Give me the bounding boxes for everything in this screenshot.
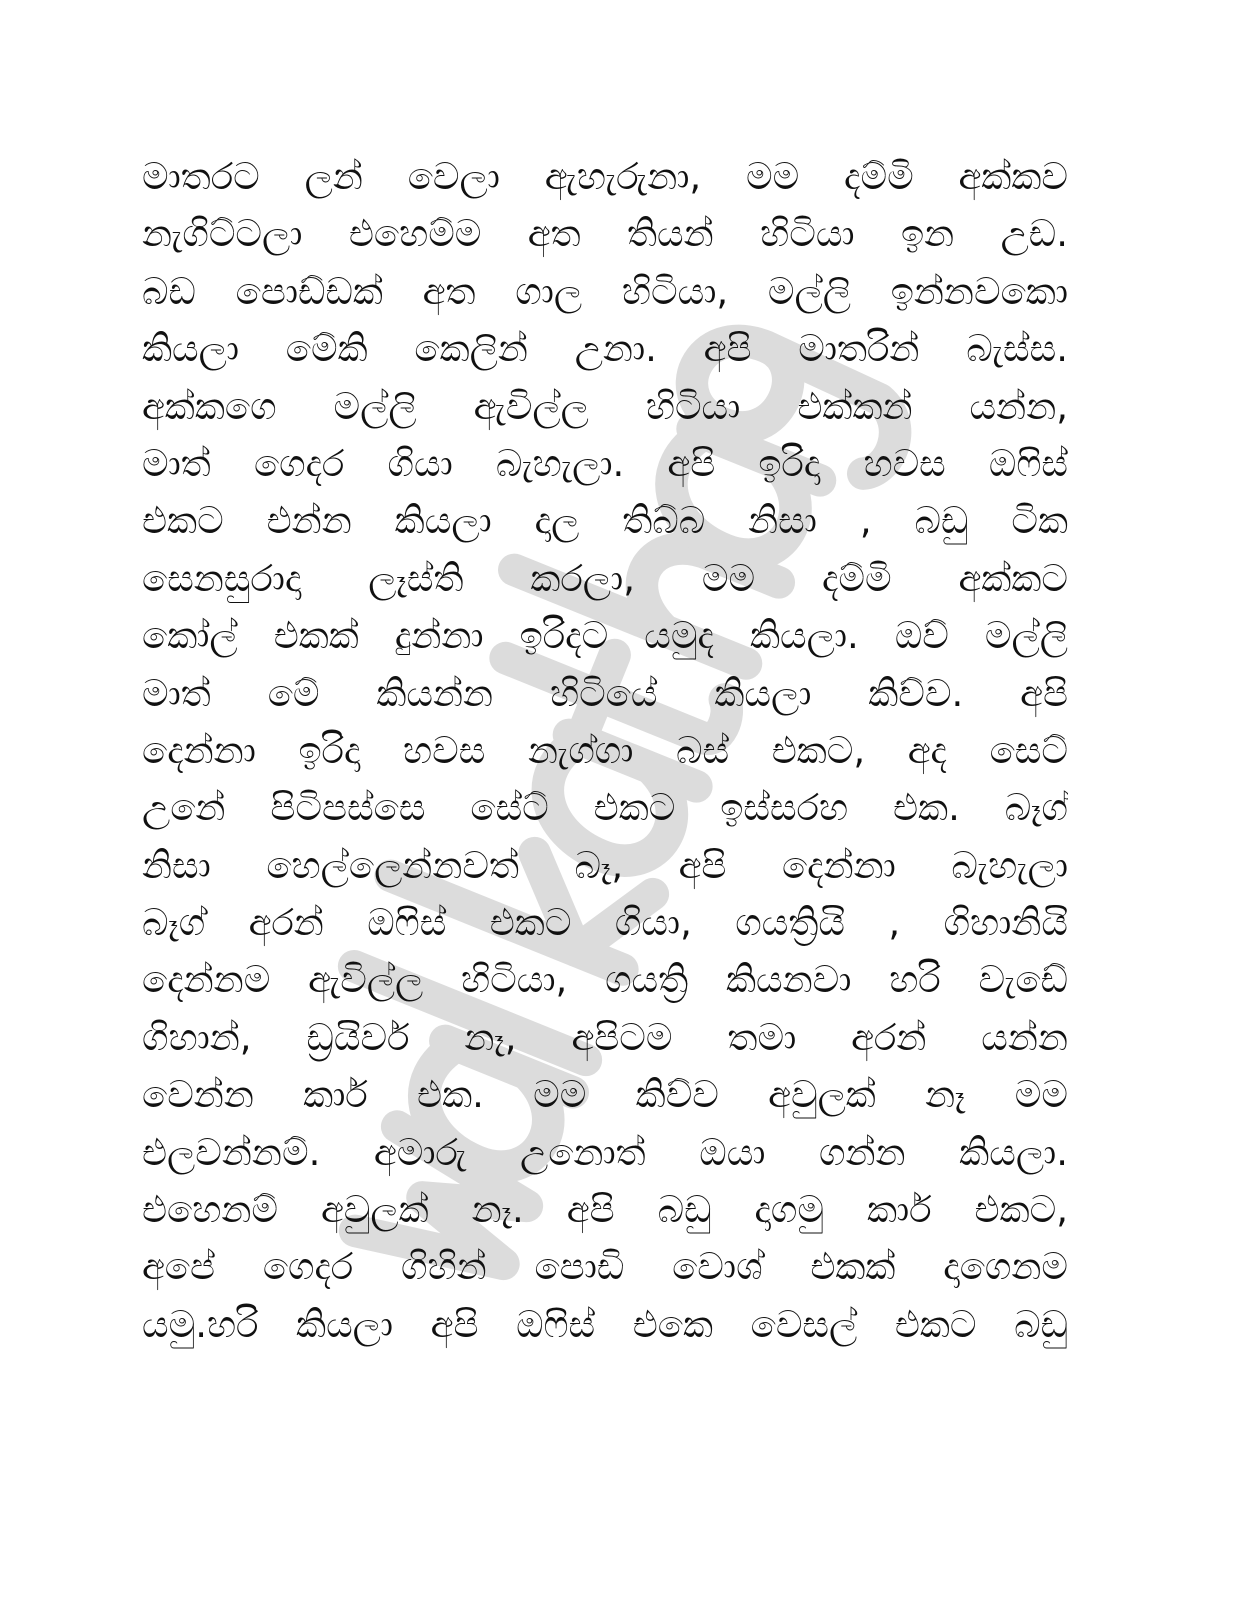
text-line: නිසා හෙල්ලෙන්නවත් බෑ, අපි දෙන්නා බැහැලා	[142, 843, 1068, 887]
text-line: බෑග් අරන් ඔෆිස් එකට ගියා, ගයත්‍රියි , ගිහානියි	[142, 901, 1068, 945]
text-line: අක්කගෙ මල්ලි ඇවිල්ල හිටියා එක්කන් යන්න,	[142, 384, 1068, 428]
text-line: නැගිට්ටලා එහෙම්ම අත තියන් හිටියා ඉන උඩ.	[142, 212, 1068, 256]
text-line: මාත් ගෙදර ගියා බැහැලා. අපි ඉරිදා හවස ඔෆිස්	[142, 441, 1068, 485]
text-line: සෙනසුරාදා ලෑස්ති කරලා, මම දම්මි අක්කට	[142, 556, 1068, 600]
text-line: අපේ ගෙදර ගිහින් පොඩි වොශ් එකක් දාගෙනම	[142, 1245, 1068, 1289]
text-line: මාත් මේ කියන්න හිටියේ කියලා කිව්ව. අපි	[142, 671, 1068, 715]
text-line: දෙන්නා ඉරිදා හවස නැග්ගා බස් එකට, අද සෙට්	[142, 728, 1068, 772]
text-line: උනේ පිටිපස්සෙ සේට් එකට ඉස්සරහ එක. බෑග්	[142, 786, 1068, 830]
text-line: කියලා මේකි කෙලින් උනා. අපි මාතරින් බැස්ස.	[142, 327, 1068, 371]
text-line: බඩ පොඩ්ඩක් අත ගාල හිටියා, මල්ලි ඉන්නවකො	[142, 269, 1068, 313]
text-line: යමු.හරි කියලා අපි ඔෆිස් එකෙ වෙසල් එකට බඩු	[142, 1302, 1068, 1346]
text-line: වෙන්න කාර් එක. මම කිව්ව අවුලක් නෑ මම	[142, 1073, 1068, 1117]
text-line: එකට එන්න කියලා දාල තිබ්බ නිසා , බඩු ටික	[142, 499, 1068, 543]
text-line: කෝල් එකක් දුන්නා ඉරිදට යමුද කියලා. ඔව් මල්ලි	[142, 614, 1068, 658]
text-line: ගිහාන්, ඩ්‍රයිවර් නෑ, අපිටම තමා අරන් යන්න	[142, 1015, 1068, 1059]
text-line: මාතරට ලන් වෙලා ඇහැරුනා, මම දම්මි අක්කව	[142, 155, 1068, 198]
text-line: එලවන්නම්. අමාරු උනොත් ඔයා ගන්න කියලා.	[142, 1130, 1068, 1174]
text-line: එහෙනම් අවුලක් නෑ. අපි බඩු දාගමු කාර් එකට,	[142, 1188, 1068, 1232]
body-text	[142, 148, 1068, 1353]
text-line: දෙන්නම ඇවිල්ල හිටියා, ගයත්‍රි කියනවා හරි වැඩේ	[142, 958, 1068, 1002]
